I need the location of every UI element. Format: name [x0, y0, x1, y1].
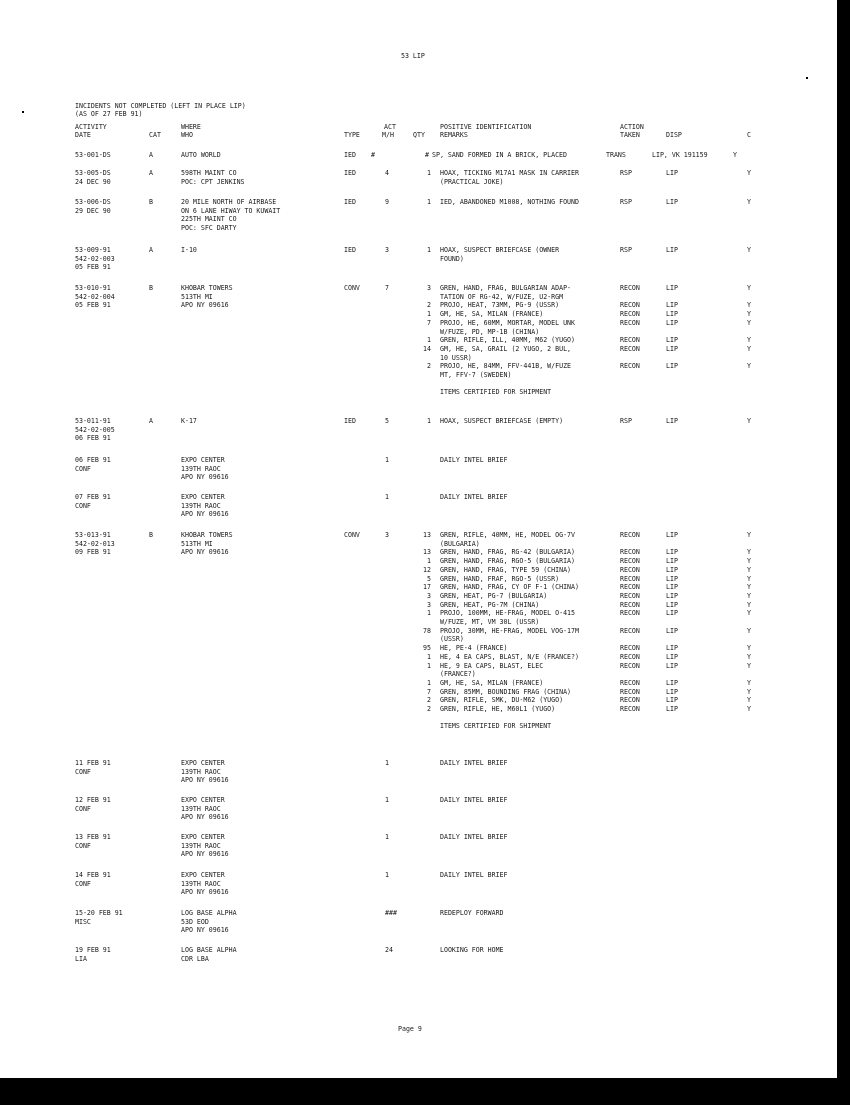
where-cell: 139TH RAOC — [181, 464, 221, 473]
type-cell: IED — [344, 246, 356, 254]
qty-cell: 2 — [427, 696, 431, 705]
c-cell: Y — [747, 246, 751, 254]
action-cell: RECON — [620, 696, 640, 705]
action-cell: RECON — [620, 661, 640, 670]
scan-border-bottom — [0, 1078, 850, 1105]
disp-cell: LIP — [666, 591, 678, 600]
c-cell: Y — [747, 169, 751, 177]
remarks-cell: SP, SAND FORMED IN A BRICK, PLACED — [432, 151, 567, 159]
qty-cell: 17 — [423, 583, 431, 592]
c-cell: Y — [747, 687, 751, 696]
qty-cell: 1 — [427, 652, 431, 661]
c-cell: Y — [747, 336, 751, 345]
action-cell: RECON — [620, 531, 640, 539]
col-positive-id: POSITIVE IDENTIFICATION — [440, 123, 532, 131]
cat-cell: B — [149, 284, 153, 292]
where-cell: EXPO CENTER — [181, 796, 225, 804]
remarks-cell: GM, HE, SA, MILAN (FRANCE) — [440, 678, 544, 687]
action-cell: RECON — [620, 557, 640, 566]
remarks-cell: TATION OF RG-42, W/FUZE, U2-RGM — [440, 292, 564, 301]
qty-cell: 5 — [427, 574, 431, 583]
c-cell: Y — [747, 284, 751, 292]
mh-cell: 7 — [385, 284, 389, 292]
where-cell: 139TH RAOC — [181, 804, 221, 813]
col-action: ACTION — [620, 123, 644, 131]
where-cell: I-10 — [181, 246, 197, 254]
c-cell: Y — [747, 591, 751, 600]
disp-cell: LIP — [666, 548, 678, 557]
where-cell: CDR LBA — [181, 954, 209, 963]
activity-cell: 24 DEC 90 — [75, 177, 111, 186]
qty-cell: 13 — [423, 548, 431, 557]
col-qty: QTY — [413, 131, 425, 139]
mh-cell: 9 — [385, 198, 389, 206]
remarks-cell: W/FUZE, MT, VM 30L (USSR) — [440, 618, 540, 626]
col-where: WHERE — [181, 123, 201, 131]
mh-cell: 24 — [385, 946, 393, 954]
col-cat: CAT — [149, 131, 161, 139]
col-c: C — [747, 131, 751, 139]
action-cell: RECON — [620, 644, 640, 653]
where-cell: APO NY 09616 — [181, 473, 229, 482]
disp-cell: LIP — [666, 644, 678, 653]
activity-cell: 542-02-013 — [75, 539, 115, 548]
disp-cell: LIP — [666, 344, 678, 353]
qty-cell: 1 — [427, 198, 431, 206]
where-cell: EXPO CENTER — [181, 833, 225, 841]
where-cell: APO NY 09616 — [181, 510, 229, 519]
where-cell: APO NY 09616 — [181, 301, 229, 310]
disp-cell: LIP — [666, 678, 678, 687]
c-cell: Y — [747, 574, 751, 583]
remarks-cell: GREN, RIFLE, 40MM, HE, MODEL OG-7V — [440, 531, 575, 539]
mh-cell: 1 — [385, 493, 389, 501]
where-cell: POC: CPT JENKINS — [181, 177, 245, 186]
type-cell: IED — [344, 417, 356, 425]
activity-cell: CONF — [75, 879, 91, 888]
activity-cell: CONF — [75, 501, 91, 510]
action-cell: RSP — [620, 169, 632, 177]
qty-cell: 1 — [427, 336, 431, 345]
scan-speck — [806, 77, 808, 79]
disp-cell: LIP — [666, 565, 678, 574]
c-cell: Y — [747, 652, 751, 661]
action-cell: RECON — [620, 336, 640, 345]
c-cell: Y — [747, 705, 751, 713]
where-cell: 20 MILE NORTH OF AIRBASE — [181, 198, 277, 206]
where-cell: APO NY 09616 — [181, 850, 229, 859]
remarks-cell: DAILY INTEL BRIEF — [440, 493, 508, 501]
qty-cell: 1 — [427, 661, 431, 670]
remarks-cell: GREN, HAND, FRAF, RGO-5 (USSR) — [440, 574, 560, 583]
c-cell: Y — [747, 661, 751, 670]
action-cell: TRANS — [606, 151, 626, 159]
qty-cell: 1 — [427, 169, 431, 177]
qty-cell: 3 — [427, 284, 431, 292]
remarks-cell: W/FUZE, PD, MP-1B (CHINA) — [440, 327, 540, 336]
c-cell: Y — [747, 417, 751, 425]
where-cell: APO NY 09616 — [181, 926, 229, 935]
activity-cell: CONF — [75, 767, 91, 776]
disp-cell: LIP — [666, 301, 678, 310]
disp-cell: LIP — [666, 362, 678, 371]
where-cell: 225TH MAINT CO — [181, 215, 237, 224]
remarks-cell: GREN, RIFLE, HE, M60L1 (YUGO) — [440, 705, 556, 713]
remarks-cell: GREN, HAND, FRAG, CY OF F-1 (CHINA) — [440, 583, 579, 592]
activity-cell: 07 FEB 91 — [75, 493, 111, 501]
qty-cell: 13 — [423, 531, 431, 539]
remarks-cell: DAILY INTEL BRIEF — [440, 871, 508, 879]
remarks-cell: MT, FFV-7 (SWEDEN) — [440, 371, 512, 379]
qty-cell: 1 — [427, 417, 431, 425]
remarks-cell: ITEMS CERTIFIED FOR SHIPMENT — [440, 388, 552, 397]
action-cell: RECON — [620, 705, 640, 713]
remarks-cell: HE, 4 EA CAPS, BLAST, N/E (FRANCE?) — [440, 652, 579, 661]
qty-cell: 1 — [427, 246, 431, 254]
c-cell: Y — [747, 565, 751, 574]
disp-cell: LIP — [666, 531, 678, 539]
where-cell: KHOBAR TOWERS — [181, 284, 233, 292]
disp-cell: LIP — [666, 336, 678, 345]
action-cell: RECON — [620, 678, 640, 687]
col-date: DATE — [75, 131, 91, 139]
cat-cell: A — [149, 169, 153, 177]
mh-cell: 5 — [385, 417, 389, 425]
activity-cell: 542-02-005 — [75, 425, 115, 434]
where-cell: ON 6 LANE HIWAY TO KUWAIT — [181, 206, 281, 215]
activity-cell: CONF — [75, 841, 91, 850]
mh-cell: ### — [385, 909, 397, 917]
qty-cell: 2 — [427, 362, 431, 371]
remarks-cell: GREN, HEAT, PG-7 (BULGARIA) — [440, 591, 548, 600]
c-cell: Y — [747, 548, 751, 557]
c-cell: Y — [747, 696, 751, 705]
remarks-cell: LOOKING FOR HOME — [440, 946, 504, 954]
activity-cell: 06 FEB 91 — [75, 456, 111, 464]
disp-cell: LIP — [666, 246, 678, 254]
col-act: ACT — [384, 123, 396, 131]
qty-cell: 1 — [427, 310, 431, 319]
qty-cell: # — [425, 151, 429, 159]
cat-cell: B — [149, 198, 153, 206]
activity-cell: 06 FEB 91 — [75, 434, 111, 443]
remarks-cell: GREN, HAND, FRAG, TYPE 59 (CHINA) — [440, 565, 572, 574]
where-cell: 139TH RAOC — [181, 841, 221, 850]
page-title: 53 LIP — [401, 52, 425, 60]
c-cell: Y — [747, 644, 751, 653]
remarks-cell: PROJO, HE, 60MM, MORTAR, MODEL UNK — [440, 318, 575, 327]
remarks-cell: HE, 9 EA CAPS, BLAST, ELEC — [440, 661, 544, 670]
mh-cell: 1 — [385, 796, 389, 804]
where-cell: 139TH RAOC — [181, 879, 221, 888]
activity-cell: 12 FEB 91 — [75, 796, 111, 804]
remarks-cell: HOAX, TICKING M17A1 MASK IN CARRIER — [440, 169, 579, 177]
c-cell: Y — [747, 609, 751, 618]
disp-cell: LIP — [666, 198, 678, 206]
disp-cell: LIP — [666, 574, 678, 583]
activity-cell: 13 FEB 91 — [75, 833, 111, 841]
col-remarks: REMARKS — [440, 131, 468, 139]
disp-cell: LIP — [666, 652, 678, 661]
scan-border-right — [837, 0, 850, 1105]
where-cell: APO NY 09616 — [181, 888, 229, 897]
remarks-cell: (BULGARIA) — [440, 539, 480, 548]
where-cell: K-17 — [181, 417, 197, 425]
qty-cell: 1 — [427, 678, 431, 687]
qty-cell: 3 — [427, 591, 431, 600]
c-cell: Y — [747, 600, 751, 609]
activity-cell: 19 FEB 91 — [75, 946, 111, 954]
col-disp: DISP — [666, 131, 682, 139]
c-cell: Y — [747, 318, 751, 327]
activity-cell: 53-005-DS — [75, 169, 111, 177]
remarks-cell: (PRACTICAL JOKE) — [440, 177, 504, 186]
remarks-cell: REDEPLOY FORWARD — [440, 909, 504, 917]
where-cell: LOG BASE ALPHA — [181, 946, 237, 954]
c-cell: Y — [733, 151, 737, 159]
where-cell: 598TH MAINT CO — [181, 169, 237, 177]
action-cell: RECON — [620, 284, 640, 292]
type-cell: CONV — [344, 284, 360, 292]
mh-cell: # — [371, 151, 375, 159]
mh-cell: 3 — [385, 531, 389, 539]
action-cell: RECON — [620, 310, 640, 319]
activity-cell: 14 FEB 91 — [75, 871, 111, 879]
disp-cell: LIP — [666, 169, 678, 177]
action-cell: RECON — [620, 687, 640, 696]
disp-cell: LIP — [666, 557, 678, 566]
disp-cell: LIP — [666, 600, 678, 609]
activity-cell: 542-02-003 — [75, 254, 115, 263]
where-cell: EXPO CENTER — [181, 456, 225, 464]
c-cell: Y — [747, 310, 751, 319]
remarks-cell: HE, PE-4 (FRANCE) — [440, 644, 508, 653]
disp-cell: LIP — [666, 661, 678, 670]
qty-cell: 2 — [427, 705, 431, 713]
cat-cell: A — [149, 151, 153, 159]
qty-cell: 7 — [427, 687, 431, 696]
c-cell: Y — [747, 301, 751, 310]
mh-cell: 1 — [385, 456, 389, 464]
remarks-cell: PROJO, HE, 84MM, FFV-441B, W/FUZE — [440, 362, 572, 371]
where-cell: AUTO WORLD — [181, 151, 221, 159]
activity-cell: 53-009-91 — [75, 246, 111, 254]
where-cell: APO NY 09616 — [181, 548, 229, 557]
qty-cell: 14 — [423, 344, 431, 353]
disp-cell: LIP — [666, 696, 678, 705]
remarks-cell: DAILY INTEL BRIEF — [440, 796, 508, 804]
remarks-cell: (FRANCE?) — [440, 670, 476, 679]
remarks-cell: GREN, HAND, FRAG, RGO-5 (BULGARIA) — [440, 557, 575, 566]
where-cell: EXPO CENTER — [181, 493, 225, 501]
remarks-cell: GREN, RIFLE, SMK, DU-M62 (YUGO) — [440, 696, 564, 705]
mh-cell: 3 — [385, 246, 389, 254]
activity-cell: 05 FEB 91 — [75, 301, 111, 310]
activity-cell: 53-013-91 — [75, 531, 111, 539]
mh-cell: 1 — [385, 833, 389, 841]
remarks-cell: PROJO, 30MM, HE-FRAG, MODEL VOG-17M — [440, 626, 579, 635]
disp-cell: LIP — [666, 583, 678, 592]
remarks-cell: GREN, RIFLE, ILL, 40MM, M62 (YUGO) — [440, 336, 575, 345]
remarks-cell: GREN, 85MM, BOUNDING FRAG (CHINA) — [440, 687, 572, 696]
where-cell: LOG BASE ALPHA — [181, 909, 237, 917]
disp-cell: LIP — [666, 687, 678, 696]
col-who: WHO — [181, 131, 193, 139]
type-cell: IED — [344, 151, 356, 159]
where-cell: 53D EOD — [181, 917, 209, 926]
activity-cell: LIA — [75, 954, 87, 963]
c-cell: Y — [747, 583, 751, 592]
activity-cell: 53-001-DS — [75, 151, 111, 159]
activity-cell: 53-006-DS — [75, 198, 111, 206]
remarks-cell: GREN, HAND, FRAG, BULGARIAN ADAP- — [440, 284, 572, 292]
cat-cell: A — [149, 417, 153, 425]
disp-cell: LIP, VK 191159 — [652, 151, 708, 159]
col-activity: ACTIVITY — [75, 123, 107, 131]
action-cell: RECON — [620, 548, 640, 557]
action-cell: RECON — [620, 344, 640, 353]
action-cell: RECON — [620, 565, 640, 574]
qty-cell: 78 — [423, 626, 431, 635]
where-cell: EXPO CENTER — [181, 759, 225, 767]
qty-cell: 1 — [427, 557, 431, 566]
remarks-cell: GM, HE, SA, GRAIL (2 YUGO, 2 BUL, — [440, 344, 572, 353]
qty-cell: 12 — [423, 565, 431, 574]
action-cell: RECON — [620, 583, 640, 592]
page-number: Page 9 — [398, 1025, 422, 1033]
activity-cell: 542-02-004 — [75, 292, 115, 301]
c-cell: Y — [747, 198, 751, 206]
where-cell: 513TH MI — [181, 292, 213, 301]
action-cell: RECON — [620, 626, 640, 635]
cat-cell: B — [149, 531, 153, 539]
qty-cell: 3 — [427, 600, 431, 609]
disp-cell: LIP — [666, 609, 678, 618]
remarks-cell: GM, HE, SA, MILAN (FRANCE) — [440, 310, 544, 319]
activity-cell: CONF — [75, 804, 91, 813]
remarks-cell: DAILY INTEL BRIEF — [440, 759, 508, 767]
disp-cell: LIP — [666, 318, 678, 327]
mh-cell: 1 — [385, 759, 389, 767]
action-cell: RECON — [620, 362, 640, 371]
action-cell: RECON — [620, 591, 640, 600]
disp-cell: LIP — [666, 705, 678, 713]
scan-speck — [22, 111, 24, 113]
remarks-cell: FOUND) — [440, 254, 464, 263]
c-cell: Y — [747, 362, 751, 371]
col-type: TYPE — [344, 131, 360, 139]
remarks-cell: (USSR) — [440, 635, 464, 644]
remarks-cell: DAILY INTEL BRIEF — [440, 456, 508, 464]
remarks-cell: HOAX, SUSPECT BRIEFCASE (EMPTY) — [440, 417, 564, 425]
activity-cell: MISC — [75, 917, 91, 926]
action-cell: RECON — [620, 609, 640, 618]
action-cell: RSP — [620, 198, 632, 206]
type-cell: IED — [344, 198, 356, 206]
where-cell: POC: SFC DARTY — [181, 224, 237, 233]
remarks-cell: GREN, HAND, FRAG, RG-42 (BULGARIA) — [440, 548, 575, 557]
activity-cell: 29 DEC 90 — [75, 206, 111, 215]
where-cell: 139TH RAOC — [181, 767, 221, 776]
activity-cell: 05 FEB 91 — [75, 263, 111, 272]
action-cell: RSP — [620, 246, 632, 254]
remarks-cell: DAILY INTEL BRIEF — [440, 833, 508, 841]
action-cell: RECON — [620, 652, 640, 661]
action-cell: RECON — [620, 301, 640, 310]
activity-cell: 11 FEB 91 — [75, 759, 111, 767]
activity-cell: 53-010-91 — [75, 284, 111, 292]
cat-cell: A — [149, 246, 153, 254]
remarks-cell: ITEMS CERTIFIED FOR SHIPMENT — [440, 722, 552, 731]
col-mh: M/H — [382, 131, 394, 139]
activity-cell: 09 FEB 91 — [75, 548, 111, 557]
remarks-cell: PROJO, 100MM, HE-FRAG, MODEL O-415 — [440, 609, 575, 618]
c-cell: Y — [747, 557, 751, 566]
where-cell: 139TH RAOC — [181, 501, 221, 510]
disp-cell: LIP — [666, 417, 678, 425]
type-cell: CONV — [344, 531, 360, 539]
report-heading: INCIDENTS NOT COMPLETED (LEFT IN PLACE LIP) — [75, 102, 246, 110]
col-taken: TAKEN — [620, 131, 640, 139]
where-cell: 513TH MI — [181, 539, 213, 548]
qty-cell: 1 — [427, 609, 431, 618]
remarks-cell: HOAX, SUSPECT BRIEFCASE (OWNER — [440, 246, 560, 254]
disp-cell: LIP — [666, 310, 678, 319]
activity-cell: 15-20 FEB 91 — [75, 909, 123, 917]
activity-cell: CONF — [75, 464, 91, 473]
remarks-cell: IED, ABANDONED M1008, NOTHING FOUND — [440, 198, 579, 206]
c-cell: Y — [747, 626, 751, 635]
disp-cell: LIP — [666, 284, 678, 292]
where-cell: KHOBAR TOWERS — [181, 531, 233, 539]
c-cell: Y — [747, 344, 751, 353]
remarks-cell: GREN, HEAT, PG-7M (CHINA) — [440, 600, 540, 609]
where-cell: APO NY 09616 — [181, 813, 229, 822]
action-cell: RECON — [620, 574, 640, 583]
type-cell: IED — [344, 169, 356, 177]
qty-cell: 2 — [427, 301, 431, 310]
qty-cell: 95 — [423, 644, 431, 653]
action-cell: RECON — [620, 318, 640, 327]
activity-cell: 53-011-91 — [75, 417, 111, 425]
remarks-cell: 10 USSR) — [440, 353, 472, 362]
report-as-of: (AS OF 27 FEB 91) — [75, 110, 143, 118]
mh-cell: 4 — [385, 169, 389, 177]
disp-cell: LIP — [666, 626, 678, 635]
where-cell: EXPO CENTER — [181, 871, 225, 879]
where-cell: APO NY 09616 — [181, 776, 229, 785]
remarks-cell: PROJO, HEAT, 73MM, PG-9 (USSR) — [440, 301, 560, 310]
action-cell: RSP — [620, 417, 632, 425]
qty-cell: 7 — [427, 318, 431, 327]
c-cell: Y — [747, 678, 751, 687]
mh-cell: 1 — [385, 871, 389, 879]
c-cell: Y — [747, 531, 751, 539]
action-cell: RECON — [620, 600, 640, 609]
